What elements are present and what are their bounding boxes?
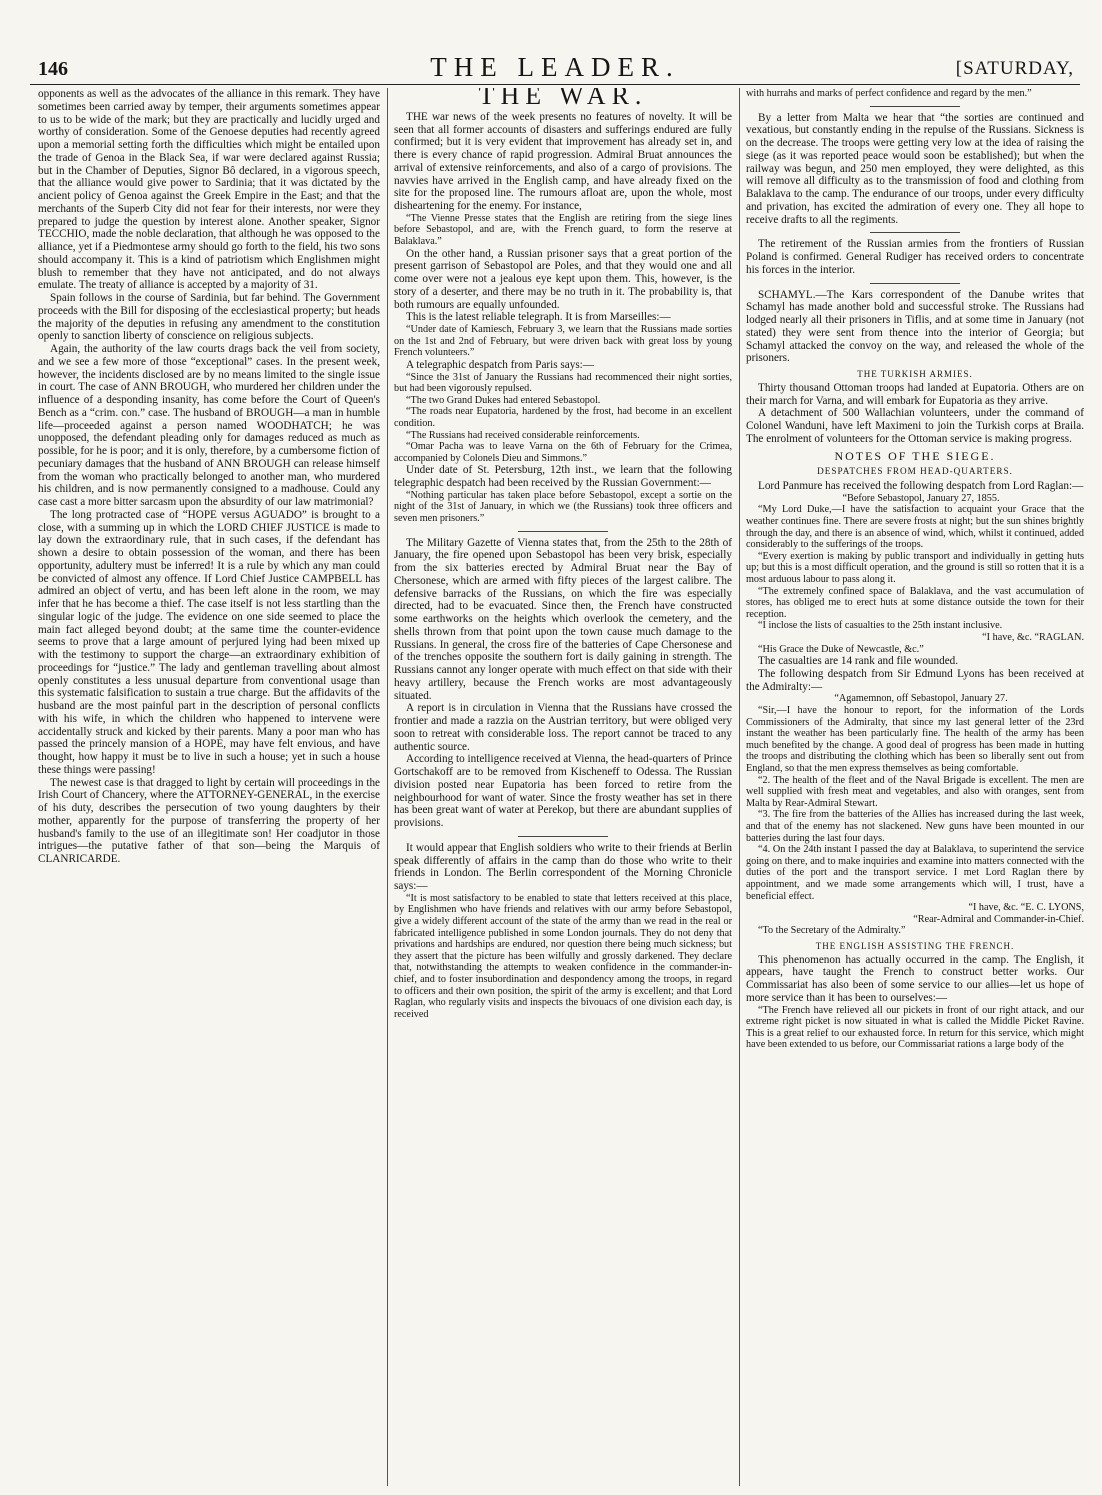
quote: “Nothing particular has taken place before Sebastopol, except a sortie on the night of the 31st of January, in which we (the Russians) took three officers and seven men prisoners.” bbox=[394, 489, 732, 524]
paragraph: This is the latest reliable telegraph. It is from Marseilles:— bbox=[406, 311, 671, 324]
section-heading-notes-of-the-siege: NOTES OF THE SIEGE. bbox=[834, 448, 996, 463]
despatch-text: “I inclose the lists of casualties to the 25th instant inclusive. bbox=[758, 620, 1003, 632]
paragraph: Spain follows in the course of Sardinia, but far behind. The Government proceeds with the Bill for disposing of the ecclesiastical property; but heads the majority of the deputies in refusing any amendment to the constitution openly to sanction liberty of conscience on religious subjects. bbox=[38, 292, 380, 343]
paragraph: It would appear that English soldiers who write to their friends at Berlin speak differently of affairs in the camp than do those who write to their friends in London. The Berlin correspondent of the Morning Chronicle says:— bbox=[394, 841, 732, 893]
quote: “The Vienne Presse states that the English are retiring from the siege lines before Sebastopol, and are, with the French guard, to form the reserve at Balaklava.” bbox=[394, 212, 732, 247]
paragraph: The following despatch from Sir Edmund Lyons has been received at the Admiralty:— bbox=[746, 667, 1084, 693]
divider bbox=[870, 232, 960, 233]
paragraph: A detachment of 500 Wallachian volunteers, under the command of Colonel Wanduni, have left Maximeni to join the Turkish corps at Braila. The enrolment of volunteers for the Ottoman service is making progress. bbox=[746, 407, 1084, 445]
paragraph: A telegraphic despatch from Paris says:— bbox=[406, 358, 594, 371]
divider bbox=[870, 283, 960, 284]
paragraph: On the other hand, a Russian prisoner says that a great portion of the present garrison of Sebastopol are Poles, and that they would one and all come over were not a jealous eye kept upon them. This, however, is the story of a deserter, and there may be no truth in it. The probability is, that both rumours are equally unfounded. bbox=[394, 247, 732, 311]
quote: “Omar Pacha was to leave Varna on the 6th of February for the Crimea, accompanied by Colonels Dieu and Simmons.” bbox=[394, 441, 732, 464]
despatch-signature: “I have, &c. “E. C. LYONS, bbox=[968, 902, 1084, 914]
paragraph: THE war news of the week presents no features of novelty. It will be seen that all former accounts of disasters and sufferings endured are fully confirmed; but it is very evident that improvement has already set in, and there is every chance of rapid progression. Admiral Bruat announces the arrival of extensive reinforcements, and also of a cargo of provisions. The navvies have arrived in the English camp, and have already fixed on the site for the proposed line. The rumours afloat are, upon the whole, most disheartening for the enemy. For instance, bbox=[394, 110, 732, 212]
quote: “The Russians had received considerable reinforcements. bbox=[406, 429, 640, 441]
column-rule-2 bbox=[739, 88, 740, 1486]
column-3 bbox=[746, 88, 1084, 1483]
paragraph: The long protracted case of “HOPE versus AGUADO” is brought to a close, with a summing up in which the LORD CHIEF JUSTICE is made to lay down the extraordinary rule, that in such cases, if the defendant has shown a desire to obtain possession of the woman, and there has been opportunity, adultery must be inferred! It is a rule by which any man could be convicted of almost any offence. If Lord Chief Justice CAMPBELL has admired an object of vertu, and has been left alone in the room, we may infer that he has become a thief. The case itself is not less startling than the singular logic of the judge. The evidence on one side seemed to place the main fact alleged beyond doubt; at the same time the counter-evidence seems to prove that a large amount of perjured lying had been mixed up with the testimony to support the charge—an extraordinary exhibition of proceedings for “justice.” The lady and gentleman travelling about almost openly constitutes a less unusual departure from conventional usage than this systematic falsification to sustain a true charge. But the affidavits of the husband are the most painful part in the description of personal conflicts with his wife, in which the children who happened to intervene were accidentally struck and kicked by their parents. Many a poor man who has passed the princely mansion of a HOPE, may have felt envious, and have thought, how happy it must be to live in such a house; yet in such a house these things were passing! bbox=[38, 508, 380, 776]
despatch-text: “The extremely confined space of Balaklava, and the vast accumulation of stores, has obliged me to erect huts at some distance outside the town for their reception. bbox=[746, 585, 1084, 620]
paragraph: By a letter from Malta we hear that “the sorties are continued and vexatious, but constantly ending in the repulse of the Russians. Sickness is on the decrease. The troops were getting very low at the idea of raising the siege (as it was reported peace would soon be established); but when the railway was begun, and 250 men employed, they were delighted, as this will remove all difficulty as to the transmission of food and clothing from Balaklava to the camp. The endurance of our troops, under every difficulty and privation, has excited the admiration of every one. They all hope to receive drafts to all the regiments. bbox=[746, 111, 1084, 226]
despatch-text: “3. The fire from the batteries of the Allies has increased during the last week, and that of the enemy has not slackened. New guns have been mounted in our batteries during the last four days. bbox=[746, 809, 1084, 844]
paragraph: Under date of St. Petersburg, 12th inst., we learn that the following telegraphic despatch had been received by the Russian Government:— bbox=[394, 464, 732, 490]
paragraph: The retirement of the Russian armies from the frontiers of Russian Poland is confirmed. General Rudiger has received orders to concentrate his forces in the interior. bbox=[746, 238, 1084, 276]
despatch-signature: “Rear-Admiral and Commander-in-Chief. bbox=[913, 913, 1084, 925]
despatch-dateline: “Before Sebastopol, January 27, 1855. bbox=[842, 492, 1000, 504]
quote: with hurrahs and marks of perfect confidence and regard by the men.” bbox=[746, 88, 1032, 99]
despatch-dateline: “Agamemnon, off Sebastopol, January 27. bbox=[834, 693, 1008, 705]
paragraph: This phenomenon has actually occurred in the camp. The English, it appears, have taught the French to construct better works. Our Commissariat has also been of some service to our allies—let us hope of more service than it has been to ourselves:— bbox=[746, 953, 1084, 1004]
paragraph: SCHAMYL.—The Kars correspondent of the Danube writes that Schamyl has made another bold and successful stroke. The Russians had lodged nearly all their prisoners in Tiflis, and at some time in January (not stated) they were sent from thence into the interior of Georgia; but Schamyl attacked the convoy on the way, and released the whole of the prisoners. bbox=[746, 288, 1084, 365]
paragraph: According to intelligence received at Vienna, the head-quarters of Prince Gortschakoff are to be removed from Kischeneff to Odessa. The Russian division posted near Eupatoria has been forced to retire from the neighbourhood for want of water. Since the frosty weather has set in there has been great want of water at Perekop, but there are abundant supplies of provisions. bbox=[394, 753, 732, 830]
quote: “Since the 31st of January the Russians had recommenced their night sorties, but had been vigorously repulsed. bbox=[394, 371, 732, 395]
newspaper-title: THE LEADER. bbox=[430, 52, 680, 82]
paragraph: Again, the authority of the law courts drags back the veil from society, and we see a few more of those “exceptional” cases. In the present week, however, the incidents disclosed are by no means limited to the single issue in court. The case of ANN BROUGH, who murdered her children under the influence of a desponding insanity, has come before the Court of Queen's Bench as a “crim. con.” case. The husband of BROUGH—a man in humble life—proceeded against a person named WOODHATCH; he was unopposed, the defendant pleading only for damages reduced as much as possible, for he is poor; and it is only, therefore, by a cumbersome fiction of pecuniary damages that the husband of ANN BROUGH can release himself from the woman who practically belonged to another man, who murdered his children, and is now permanently consigned to a madhouse. Could any case cast a more bitter sarcasm upon the absurdity of our law matrimonial? bbox=[38, 343, 380, 508]
despatch-text: “Every exertion is making by public transport and individually in getting huts up; but this is a most difficult operation, and the ground is still so rotten that it is a most arduous labour to pass along it. bbox=[746, 550, 1084, 585]
quote: “Under date of Kamiesch, February 3, we learn that the Russians made sorties on the 1st and 2nd of February, but were driven back with great loss by young French volunteers.” bbox=[394, 324, 732, 359]
paragraph: The casualties are 14 rank and file wounded. bbox=[758, 655, 959, 668]
subheading-turkish-armies: THE TURKISH ARMIES. bbox=[857, 369, 973, 380]
quote: “The French have relieved all our pickets in front of our right attack, and our extreme right picket is now situated in what is called the Middle Picket Ravine. This is a great relief to our exhausted force. In return for this service, which might have been extended to us before, our Commissariat rations a large body of the bbox=[746, 1004, 1084, 1051]
despatch-text: “My Lord Duke,—I have the satisfaction to acquaint your Grace that the weather continues fine. There are severe frosts at night; but the sun shines brightly through the day, and there is an absence of wind, which, whilst it continued, added considerably to the sufferings of the troops. bbox=[746, 504, 1084, 551]
despatch-signature: “I have, &c. “RAGLAN. bbox=[982, 631, 1084, 643]
divider bbox=[518, 836, 608, 837]
despatch-addressee: “His Grace the Duke of Newcastle, &c.” bbox=[758, 643, 924, 655]
subheading-english-assisting-french: THE ENGLISH ASSISTING THE FRENCH. bbox=[815, 940, 1015, 951]
divider bbox=[870, 106, 960, 107]
subheading-despatches: DESPATCHES FROM HEAD-QUARTERS. bbox=[817, 466, 1013, 477]
paragraph: The newest case is that dragged to light by certain will proceedings in the Irish Court of Chancery, where the ATTORNEY-GENERAL, in the exercise of his duty, describes the persecution of two young daughters by their mother, apparently for the purpose of transferring the property of her husband's family to the use of an illegitimate son! Her coadjutor in those intrigues—the putative father of that son—being the Marquis of CLANRICARDE. bbox=[38, 776, 380, 865]
paragraph: A report is in circulation in Vienna that the Russians have crossed the frontier and made a razzia on the Austrian territory, but were obliged very soon to retreat with considerable loss. The report cannot be traced to any authentic source. bbox=[394, 702, 732, 753]
despatch-text: “2. The health of the fleet and of the Naval Brigade is excellent. The men are well supplied with fresh meat and vegetables, and also with oranges, sent from Malta by Rear-Admiral Stewart. bbox=[746, 774, 1084, 809]
despatch-text: “4. On the 24th instant I passed the day at Balaklava, to superintend the service going on there, and to make inquiries and examine into matters connected with the duties of the port and the transport service. I met Lord Raglan there by appointment, and we made some arrangements which will, I trust, have a beneficial effect. bbox=[746, 844, 1084, 902]
column-rule-1 bbox=[387, 88, 388, 1486]
column-2 bbox=[394, 88, 732, 1483]
despatch-addressee: “To the Secretary of the Admiralty.” bbox=[758, 925, 906, 937]
quote: “The roads near Eupatoria, hardened by the frost, had become in an excellent condition. bbox=[394, 406, 732, 429]
section-heading-war: THE WAR. bbox=[478, 88, 648, 110]
paragraph: Thirty thousand Ottoman troops had landed at Eupatoria. Others are on their march for Varna, and will embark for Eupatoria as they arrive. bbox=[746, 381, 1084, 407]
page-day: [SATURDAY, bbox=[955, 58, 1074, 79]
despatch-text: “Sir,—I have the honour to report, for the information of the Lords Commissioners of the Admiralty, that since my last general letter of the 23rd instant the weather has been particularly fine. The health of the army has been much benefited by the change. A good deal of progress has been made in hutting the troops and distributing the clothing which has been so liberally sent out from England, so that the men express themselves as being comfortable. bbox=[746, 705, 1084, 774]
paragraph: The Military Gazette of Vienna states that, from the 25th to the 28th of January, the fire opened upon Sebastopol has been very brisk, especially from the six batteries erected by Admiral Bruat near the Bay of Chersonese, which are armed with fifty pieces of the largest calibre. The defensive barracks of the Russians, on which the fire was especially directed, had to be evacuated. Since then, the French have constructed some earthworks on the heights which overlook the cemetery, and the shells thrown from that point upon the town cause much damage to the Russians. In general, the cross fire of the batteries of Cape Chersonese and of the trenches opposite the southern fort is daily gaining in strength. The Russians cannot any longer operate with much effect on that side with their heavy artillery, because the French works are most advantageously situated. bbox=[394, 536, 732, 702]
paragraph: opponents as well as the advocates of the alliance in this remark. They have sometimes been carried away by temper, their arguments sometimes appear to us to be wide of the mark; but they are practically and lucidly urged and worthy of consideration. Some of the Genoese deputies had recently agreed upon a memorial setting forth the difficulties which might be entailed upon the trade of Genoa in the Black Sea, if war were declared against Russia; but in the Chamber of Deputies, Signor Bô declared, in a vigorous speech, that the alliance would give power to Sardinia; that it was dictated by the ancient policy of Genoa against the Greek Empire in the East; and that the merchants of the Superb City did not fear for their interests, nor were they prepared to judge the question by interest alone. Another speaker, Signor TECCHIO, made the noble declaration, that although he was opposed to the alliance, yet if a Piedmontese army should go forth to the field, his two sons should accompany it. This is a kind of patriotism which Englishmen might blush to remember that they have not anticipated, and do not always emulate. The treaty of alliance is accepted by a majority of 31. bbox=[38, 88, 380, 292]
column-1 bbox=[38, 88, 380, 1483]
page-number: 146 bbox=[38, 58, 68, 80]
quote: “It is most satisfactory to be enabled to state that letters received at this place, by Englishmen who have friends and relatives with our army before Sebastopol, give a widely different account of the state of the army than we read in the real or fabricated intelligence published in some London journals. They do not deny that privations and hardships are endured, nor question there being much sickness; but they assert that the picture has been wilfully and grossly darkened. They declare that, notwithstanding the attempts to weaken confidence in the commander-in-chief, and to foster insubordination and despondency among the troops, in regard to officers and their own position, the spirit of the army is excellent; and that Lord Raglan, who regularly visits and inspects the bivouacs of one division each day, is received bbox=[394, 892, 732, 1020]
masthead bbox=[30, 50, 1080, 85]
divider bbox=[518, 531, 608, 532]
quote: “The two Grand Dukes had entered Sebastopol. bbox=[406, 394, 601, 406]
paragraph: Lord Panmure has received the following despatch from Lord Raglan:— bbox=[758, 480, 1084, 493]
